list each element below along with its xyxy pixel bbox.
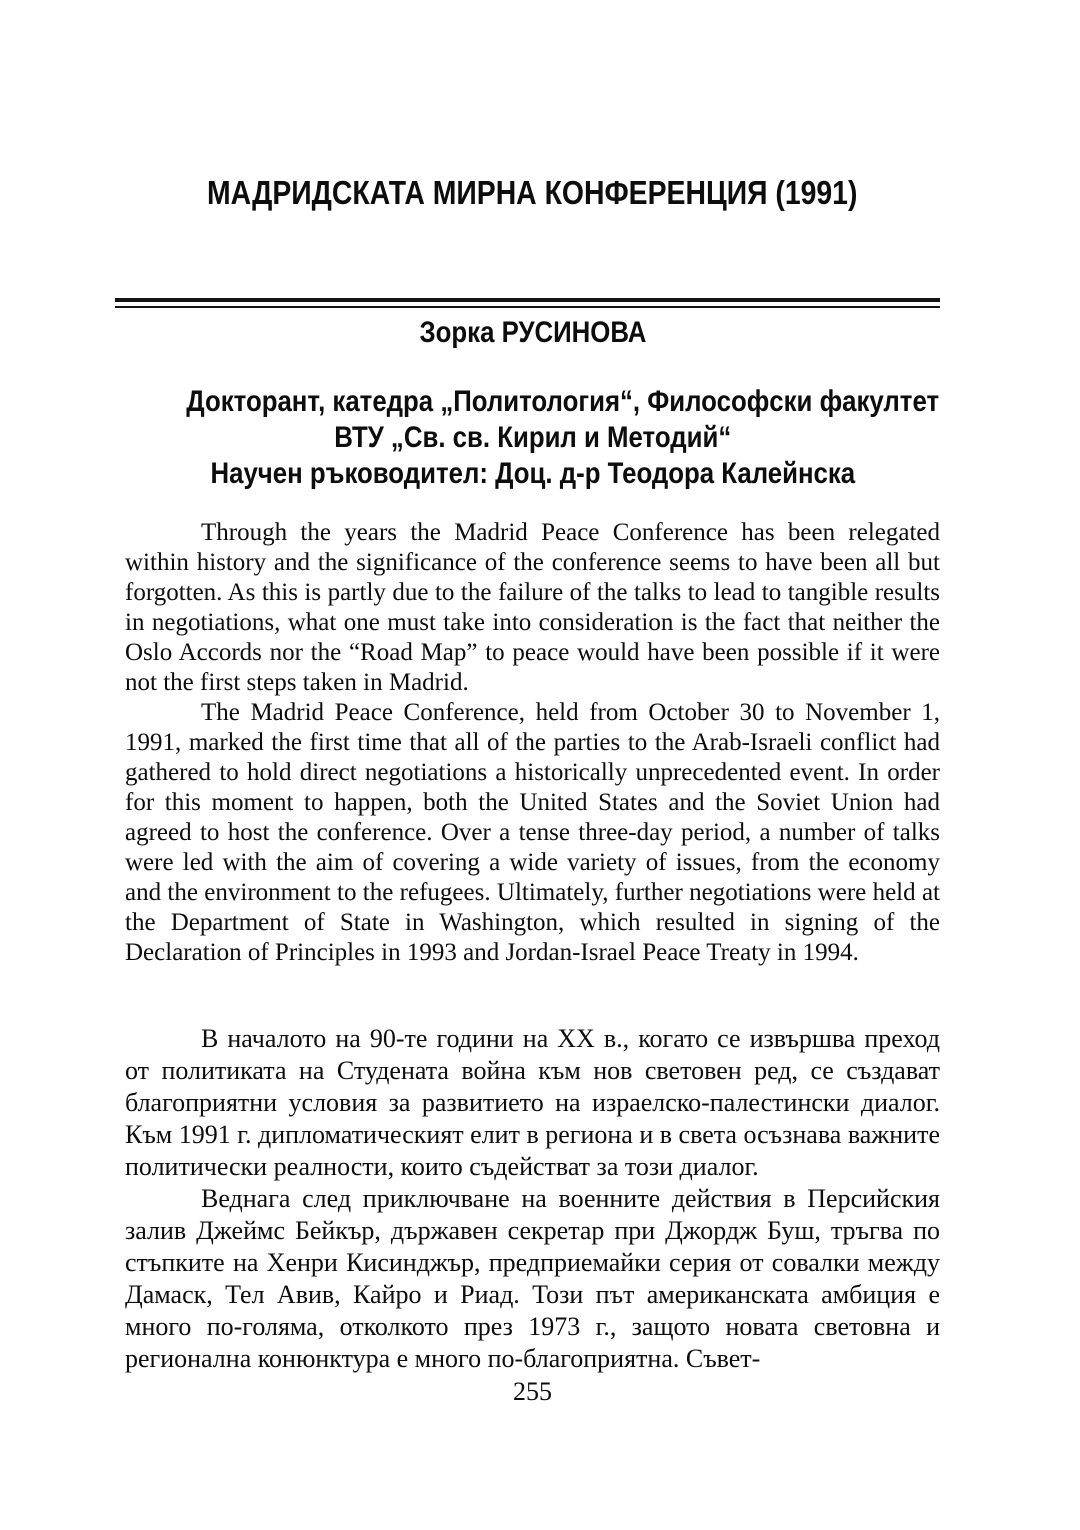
author-name [125, 318, 940, 348]
abstract-paragraph-1: Through the years the Madrid Peace Conference has been relegated within history and the significance of the conference seems to have been all but forgotten. As this is partly due to the failure of the talks to lead to tangible results in negotiations, what one must take into consideration is the fact that neither the Oslo Accords nor the “Road Map” to peace would have been possible if it were not the first steps taken in Madrid. [125, 519, 940, 696]
page-content [125, 0, 940, 1375]
author-name-text: Зорка РУСИНОВА [419, 316, 646, 349]
affiliation-block [125, 384, 940, 492]
article-title [125, 0, 940, 210]
page-number: 255 [513, 1377, 552, 1406]
double-rule-divider [115, 298, 940, 308]
article-title-text: МАДРИДСКАТА МИРНА КОНФЕРЕНЦИЯ (1991) [207, 174, 858, 211]
body-paragraph-1: В началото на 90-те години на ХХ в., когато се извършва преход от политиката на Студената война към нов световен ред, се създават благоприятни условия за развитието на израелско-палестински диалог. Към 1991 г. дипломатическият елит в региона и в света осъзнава важните политически реалности, които съдействат за този диалог. [125, 1024, 940, 1181]
affiliation-line-2: ВТУ „Св. св. Кирил и Методий“ [334, 421, 731, 454]
bulgarian-body [125, 1023, 940, 1375]
affiliation-line-1: Докторант, катедра „Политология“, Философски факултет [186, 385, 940, 418]
abstract-paragraph-2: The Madrid Peace Conference, held from October 30 to November 1, 1991, marked the first time that all of the parties to the Arab-Israeli conflict had gathered to hold direct negotiations a historically unprecedented event. In order for this moment to happen, both the United States and the Soviet Union had agreed to host the conference. Over a tense three-day period, a number of talks were led with the aim of covering a wide variety of issues, from the economy and the environment to the refugees. Ultimately, further negotiations were held at the Department of State in Washington, which resulted in signing of the Declaration of Principles in 1993 and Jordan-Israel Peace Treaty in 1994. [125, 699, 940, 966]
english-abstract [125, 518, 940, 968]
affiliation-line-3: Научен ръководител: Доц. д-р Теодора Калейнска [210, 457, 855, 490]
body-paragraph-2: Веднага след приключване на военните действия в Персийския залив Джеймс Бейкър, държавен секретар при Джордж Буш, тръгва по стъпките на Хенри Кисинджър, предприемайки серия от совалки между Дамаск, Тел Авив, Кайро и Риад. Този път американската амбиция е много по-голяма, отколкото през 1973 г., защото новата световна и регионална конюнктура е много по-благоприятна. Съвет- [125, 1184, 940, 1373]
